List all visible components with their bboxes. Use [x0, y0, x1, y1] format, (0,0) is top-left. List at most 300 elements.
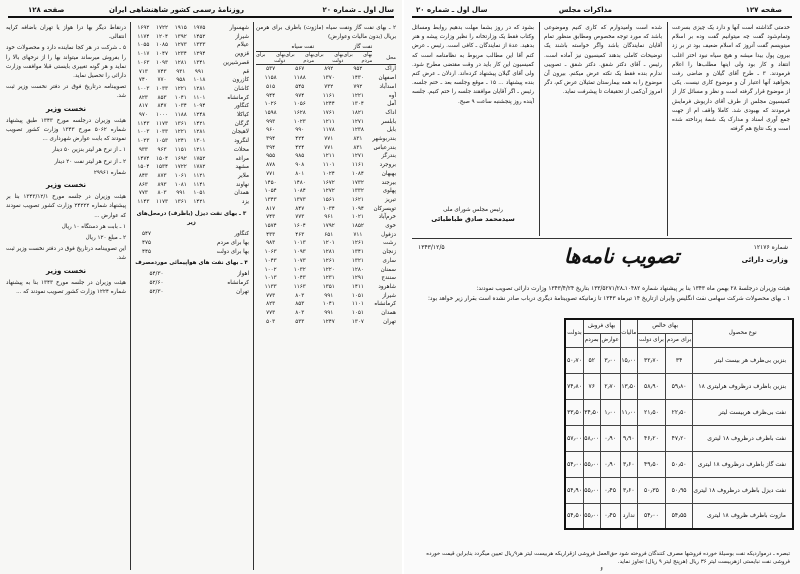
cell-value: ۵۷٫۰۰	[565, 425, 583, 451]
cell-value: ۱۷۵۲	[193, 155, 206, 162]
cell-value: ۷۴۰	[138, 77, 148, 84]
table-row	[134, 111, 249, 120]
cell-value: ۹۹۱	[176, 190, 186, 197]
cell-value: ۹۹۳	[266, 118, 276, 125]
cell-value: ۹۶۱	[324, 214, 334, 221]
table-row	[256, 283, 396, 292]
cell-value: ۵۴۵	[295, 83, 305, 90]
table-row	[256, 187, 396, 196]
cell-value: ۸۵۳	[295, 301, 305, 308]
row-label: کرمانشاه	[374, 301, 396, 308]
cell-value: ۹٫۹۰	[620, 425, 637, 451]
paragraph: بشود که در روز بشما مهلت بدهیم روابط ومسائل وکتاب فقط یک وزارتخانه را نظیر وزارت پیشه و هنر بدهید. عدهٔ از نمایندگان ـ کافی است. رئیس ـ عرض کنم آقا این مطالب مربوط به نظامنامه است که کمیسیون این کار باید در وقت مقتضی مطرح شود. ولی آقای گیلان پیشنهاد کرده‌اند. اردلان ـ عرض کنم بنده پیشنهاد ... ۱۵ ـ موقع وجلسه بعد ـ ختم جلسه. رئیس ـ اگر آقایان موافقند جلسه را ختم کنیم. جلسه آینده روز پنجشنبه ساعت ۹ صبح.	[412, 25, 534, 105]
cell-value: ۸۹۳	[157, 181, 167, 188]
cell-value: ۱۰۳۴	[322, 205, 335, 212]
cell-value: ۹۹۱	[324, 292, 334, 299]
row-label: زنجان	[382, 249, 396, 256]
row-label: بابل	[386, 127, 396, 134]
cell-value: ۱۲۶۱	[351, 240, 364, 247]
cell-value: ۱۱۵۱	[174, 146, 187, 153]
cell-value: ۱۱۵۸	[264, 75, 277, 82]
cell-value: ۱۴۱۱	[351, 283, 364, 290]
row-label: گرگان	[234, 120, 249, 127]
col-header: بهای برای مردم	[343, 52, 373, 65]
table-row	[256, 126, 396, 135]
cell-value: ۱۰۳۴	[174, 103, 187, 110]
paragraph: ۵ ـ شرکت در هر کجا نماینده دارد و محصولات خود را بفروش میرساند میتواند بها را از نرخهای بالا را نماید و هر گونه تغییری بایستی قبلا موافقت وزارت دارائی را تحصیل نماید.	[6, 45, 126, 80]
diesel-table	[134, 230, 249, 256]
table-row	[256, 292, 396, 301]
cell-value: ۱۰۱۳	[264, 275, 277, 282]
row-label: ساری	[382, 257, 396, 264]
row-label: یزد	[241, 199, 249, 206]
cell-value: ۵۴٫۰۰	[637, 503, 665, 529]
row-label: لاهیجان	[231, 129, 249, 136]
cell-value: ۱۲۳۸	[351, 127, 364, 134]
cell-value: ۵۵٫۰۰	[583, 451, 600, 477]
cell-value: ۸۴۷	[295, 205, 305, 212]
cell-value: ۱٫۰۰	[600, 399, 620, 425]
row-label: شیراز	[235, 33, 249, 40]
cell-value: ۲۲٫۵۰	[665, 399, 693, 425]
approvals-title: تصویب نامه‌ها	[564, 244, 680, 268]
cell-value: ۵۹٫۸۰	[665, 373, 693, 399]
cell-value: ۱۰۴۱	[322, 301, 335, 308]
row-label: اصفهان	[378, 75, 396, 82]
cell-value: ۱۲۴۱	[174, 138, 187, 145]
cell-value: ۱۰۳۳	[156, 85, 169, 92]
col-to-people: بمردم	[583, 333, 600, 347]
cell-value: ۱۳۲۱	[351, 257, 364, 264]
cell-value: ۱۱۷۳	[156, 120, 169, 127]
cell-value: ۱۰۱۳	[293, 240, 306, 247]
cell-value: ۱۲۸۱	[174, 59, 187, 66]
cell-value: ۱۲۴۷	[322, 318, 335, 325]
col-header: بهای برای دولت	[314, 52, 344, 65]
cell-value: ۵۱۵	[266, 83, 276, 90]
cell-value: ۱۱۴۱	[193, 181, 206, 188]
cell-value: ۱۳۰۴	[351, 101, 364, 108]
row-label: قزوین	[234, 51, 249, 58]
col-net-price: بهای خالص	[637, 319, 692, 333]
cell-value: ۴۶۳	[295, 231, 305, 238]
col-net-gov: برای دولت	[637, 333, 665, 347]
row-label: بیرجند	[381, 179, 396, 186]
cell-value: ۱۲۹۴	[193, 51, 206, 58]
row-label: اداک	[385, 109, 396, 116]
row-label: کاشان	[234, 85, 249, 92]
cell-value: ۷۱۳	[138, 68, 148, 75]
cell-value: ۱۵۹۸	[264, 109, 277, 116]
cell-value: ۱۷۲۲	[156, 25, 169, 31]
row-label: خوی	[385, 223, 396, 230]
cell-value: ۱۰۲۴	[322, 170, 335, 177]
cell-value: ۱۷۳۲	[351, 179, 364, 186]
cell-value: ۸۷۳	[157, 172, 167, 179]
cell-value: ۳٫۶۰	[620, 477, 637, 503]
cell-value: ۱۵۶۱	[322, 196, 335, 203]
cell-value: ۱۷۹۲	[322, 223, 335, 230]
document-date: ۱۳۴۳/۱۲/۵	[418, 244, 445, 251]
row-label: بها برای دولت	[216, 248, 249, 255]
city-list-column	[134, 24, 249, 570]
row-label: بنزین بی‌ظرف هر بیست لیتر	[693, 347, 793, 373]
cell-value: ۱۲۷۲	[322, 188, 335, 195]
signature: نخست وزیر	[45, 181, 86, 190]
cell-value: ۵۶۷	[295, 66, 305, 73]
table-row	[134, 85, 249, 94]
table-row	[256, 109, 396, 118]
cell-value: ۴۷٫۲۰	[665, 425, 693, 451]
cell-value: ۹۴۴	[266, 92, 276, 99]
cell-value: ۱۱۰۱	[351, 301, 364, 308]
cell-value: ۳۹۴	[266, 136, 276, 143]
cell-value: ۵۴٫۵۵	[665, 503, 693, 529]
cell-value: ۱۵۰۴	[156, 155, 169, 162]
row-label: سنندج	[381, 275, 396, 282]
signature-name: سیدمحمد صادق طباطبائی	[431, 215, 515, 224]
cell-value: ۱۰۵۵	[137, 42, 150, 49]
cell-value: ۱۰۹۴	[193, 103, 206, 110]
approvals-header	[414, 242, 792, 278]
cell-value: ۱۰۳۳	[156, 129, 169, 136]
cell-value: ندارد	[620, 503, 637, 529]
cell-value: ۱۰۲۶	[264, 101, 277, 108]
cell-value: ۱۳۳۳	[193, 42, 206, 49]
cell-value: ۱۱۴۳	[137, 120, 150, 127]
col-sale-price: بهای فروش	[583, 319, 620, 333]
paragraph: هیئت وزیران در جلسه مورخ ۱۳۴۳ بنا به پیشنهاد شماره ۱۲۲۴ وزارت کشور تصویب نمودند که ...	[6, 279, 126, 296]
cell-value: ۹۰۸	[295, 162, 305, 169]
cell-value: ۹۶۰	[266, 127, 276, 134]
cell-value: ۱۲۷۱	[351, 153, 364, 160]
cell-value: ۱۰۵۶	[293, 101, 306, 108]
cell-value: ۴۲۴	[295, 136, 305, 143]
cell-value: ۱۰۴۳	[264, 257, 277, 264]
cell-value: ۳۹۴	[266, 144, 276, 151]
cell-value: ۲٫۷۰	[600, 373, 620, 399]
cell-value: ۹۸۵	[295, 153, 305, 160]
cell-value: ۹۷۴	[295, 92, 305, 99]
cell-value: ۹۶۳	[157, 146, 167, 153]
paragraph: ۱ ـ از نرخ هر لیتر بنزین ۵۰ دینار	[52, 147, 126, 154]
cell-value: ۱۱۶۳	[293, 283, 306, 290]
paragraph: درنقاط دیگر بها درا هواز یا تهران باضافه کرایه انتقالی.	[6, 25, 126, 41]
cell-value: ۹۳۳	[138, 146, 148, 153]
cell-value: ۱۹۷۵	[193, 25, 206, 31]
table-row	[256, 318, 396, 327]
row-label: همدان	[381, 310, 396, 317]
row-label: ملایر	[238, 172, 249, 179]
table-row	[256, 213, 396, 222]
aviation-heading: ۴ ـ بهای نفت های هواپیمائی موردمصرف	[135, 260, 248, 267]
table-row	[134, 76, 249, 85]
paragraph: ۱ ـ بابت هر دستگاه ۱۰ ریال	[61, 223, 126, 230]
cell-value: ۱۰۴۱	[174, 94, 187, 101]
section-heading: ۲ ـ بهای نفت گاز ونفت سیاه (مازوت) باظرف برای هرمن بریال (بدون مالیات وعوارض)	[256, 25, 396, 41]
row-label: عیلام	[237, 42, 249, 49]
page-number: ۶	[600, 566, 604, 573]
cell-value: ۱۰۱۸	[193, 77, 206, 84]
table-row	[134, 24, 249, 33]
signature: نخست وزیر	[45, 266, 86, 275]
paragraph: شده است وامیدوارم که کاری کنیم وموضوعی باشد که مورد توجه مخصوص ومطابق منظور تمام آقایان نمایندگان باشد واگر خواسته باشند یک توضیحات کاملی بدهند کمیسیون نیز آماده است. رئیس ـ آقای دکتر شفق. دکتر شفق ـ تصویبی ندارم بنده فقط یک نکته عرض میکنم. بیرون آن موضوع را به همه بیمارستان تمثیلان عرض کم، دگر امروز آن‌کمی از تحقیقات تا پیشرفت نماید.	[544, 25, 662, 96]
cell-value: ۱۲۸۰	[351, 266, 364, 273]
cell-value: ۱۲۲۰	[322, 266, 335, 273]
cell-value: ۸۹۲	[324, 66, 334, 73]
cell-value: ۱۰۰۲	[264, 266, 277, 273]
cell-value: ۵۴٫۵۰	[565, 503, 583, 529]
signature: نخست وزیر	[45, 104, 86, 113]
cell-value: ۸۶۳	[138, 181, 148, 188]
cell-value: ۱۸۵۲	[351, 223, 364, 230]
row-label: تهران	[383, 318, 396, 325]
cell-value: ۱۷۲۲	[174, 164, 187, 171]
cell-value: ۱۲۲۱	[351, 92, 364, 99]
cell-value: ۱۳۵۱	[322, 283, 335, 290]
cell-value: ۱۴۳۰	[351, 75, 364, 82]
cell-value: ۵۰٫۹۵	[665, 477, 693, 503]
cell-value: ۰٫۹۰	[600, 425, 620, 451]
cell-value: ۱۳۰۱	[193, 138, 206, 145]
cell-value: ۱۲۳۱	[322, 275, 335, 282]
cell-value: ۱۲۸۱	[193, 85, 206, 92]
table-row	[134, 288, 249, 297]
row-label: پهلوی	[382, 188, 396, 195]
col-to-gov: بدولت	[565, 319, 583, 347]
row-label: کرمانشاه	[227, 94, 249, 101]
table-row	[134, 68, 249, 77]
cell-value: ۱۶۷۲	[322, 179, 335, 186]
row-label: بندرگز	[381, 153, 396, 160]
table-row	[256, 74, 396, 83]
table-row	[565, 451, 793, 477]
cell-value: ۱۴۵۲	[193, 33, 206, 40]
cell-value: ۸۳۱	[353, 136, 363, 143]
row-label: لنگرود	[234, 138, 249, 145]
cell-value: ۰٫۴۵	[600, 503, 620, 529]
table-row	[256, 161, 396, 170]
cell-value: ۸۵۳	[157, 94, 167, 101]
cell-value: ۹۹۰	[295, 127, 305, 134]
row-label: قم	[242, 68, 249, 75]
cell-value: ۵۰٫۳۵	[637, 477, 665, 503]
cell-value: ۱۳۰۷	[351, 318, 364, 325]
page-label: صفحه ۱۲۸	[28, 6, 65, 14]
footnote: تبصره ـ درمواردیکه نفت بوسیلهٔ خورده فروشها مصرف کنندگان فروخته شود حق‌العمل فروشی ازقراریکه هربیست لیتر هر۹ریال تعیین میگردد بنابراین قیمت خورده فروشی نفت نبایستی ازهربیست لیتر ۳۶ ریال (هرپنج لیتر ۹ ریال) تجاوز نماید.	[426, 551, 790, 565]
table-row	[134, 163, 249, 172]
row-label: نهاوند	[235, 181, 249, 188]
cell-value: ۱۰۹۴	[351, 205, 364, 212]
row-label: بابلسر	[381, 118, 396, 125]
row-label: نفت باظرف درظروف ۱۸ لیتری	[693, 425, 793, 451]
page-label: صفحه ۱۲۷	[745, 6, 782, 14]
cell-value: ۱۳۴۳	[264, 196, 277, 203]
cell-value: ۱۶۹۲	[137, 25, 150, 31]
cell-value: ۱۱۶۱	[322, 92, 335, 99]
city-price-table	[256, 44, 396, 326]
cell-value: ۱۰۰۳	[137, 129, 150, 136]
cell-value: ۱۳۹۲	[174, 33, 187, 40]
table-row	[134, 279, 249, 288]
group-header-spacer	[372, 44, 396, 52]
cell-value: ۱۳۳۲	[351, 188, 364, 195]
cell-value: ۸۰۱	[295, 170, 305, 177]
cell-value: ۵۲/۳۰	[149, 288, 164, 295]
row-label: رشت	[383, 240, 396, 247]
cell-value: ۸۰۳	[157, 190, 167, 197]
cell-value: ۱۶۲۸	[293, 109, 306, 116]
cell-value: ۱۲۷۳	[174, 42, 187, 49]
cell-value: ۱۲۶۱	[322, 257, 335, 264]
row-label: نفت دیزل باظرف درظروف ۱۸ لیتری	[693, 477, 793, 503]
cell-value: ۱۰۲۱	[351, 214, 364, 221]
table-row	[256, 152, 396, 161]
cell-value: ۱۲۲۱	[174, 129, 187, 136]
table-row	[134, 50, 249, 59]
cell-value: ۹۸۳	[266, 240, 276, 247]
row-label: کازرون	[232, 77, 249, 84]
row-label: بندربوشهر	[372, 136, 396, 143]
cell-value: ۱۴۲۱	[193, 199, 206, 206]
intro-text: هیئت وزیران درجلسهٔ ۲۸ بهمن ماه ۱۳۴۳ بنا بر پیشنهاد شماره ۱۰۴۸۲ـ۱۳۳/۵۲۷۱/۲۸ بتاریخ ۱۳۴۳/۴/۲۴ وزارت دارائی تصویب نمودند:	[476, 286, 790, 292]
city-price-table-2	[134, 24, 249, 207]
col-header: بهای برای دولت	[256, 52, 286, 65]
paragraph: این تصویبنامه درتاریخ فوق در دفتر نخست وزیر ثبت شد.	[6, 246, 126, 262]
cell-value: ۱۰۳۲	[293, 266, 306, 273]
paper-title: روزنامهٔ رسمی کشور شاهنشاهی ایران	[109, 6, 244, 14]
row-label: محلات	[233, 146, 249, 153]
cell-value: ۵۸٫۰۰	[583, 425, 600, 451]
row-label: نفت بی‌ظرف هربیست لیتر	[693, 399, 793, 425]
cell-value: ۲۱٫۵۰	[637, 399, 665, 425]
cell-value: ۷۷۳	[295, 214, 305, 221]
table-row	[565, 477, 793, 503]
cell-value: ۱۵۳۴	[156, 164, 169, 171]
table-row	[565, 503, 793, 529]
paragraph: هیئت وزیران درجلسه مورخ ۱۳۴۳ طبق پیشنهاد شماره ۵۰۶۲ مورخ ۱۳۴۳ وزارت کشور تصویب نمودند که بابت عوارض شهرداری ...	[6, 117, 126, 143]
cell-value: ۵۰٫۷۰	[565, 347, 583, 373]
row-label: کیاکلا	[236, 112, 249, 119]
paragraph: هیئت وزیران در جلسه مورخ ۱۳۴۳/۱۲/۱ بنا بر پیشنهاد شماره ۲۴۲۲۲ وزارت کشور تصویب نمودند که عوارض ...	[6, 194, 126, 219]
cell-value: ۱۰۸۴	[351, 170, 364, 177]
table-row	[256, 274, 396, 283]
cell-value: ۹۵۸	[176, 77, 186, 84]
table-row	[134, 59, 249, 68]
diesel-heading: ۳ ـ بهای نفت دیزل (باظرف) درمحل‌های زیر	[136, 210, 247, 226]
cell-value: ۱۲۹۱	[351, 275, 364, 282]
table-row	[134, 189, 249, 198]
cell-value: ۱۰۹۳	[156, 59, 169, 66]
cell-value: ۴۶٫۲۰	[637, 425, 665, 451]
table-row	[134, 94, 249, 103]
table-row	[134, 146, 249, 155]
cell-value: ۱۱۳۳	[264, 283, 277, 290]
table-row	[256, 300, 396, 309]
cell-value: ۱۱۲۱	[193, 172, 206, 179]
cell-value: ۷۳۲	[324, 83, 334, 90]
row-label: تهران	[236, 288, 249, 295]
document-number: شماره ۱۲۱۷۶	[753, 244, 788, 251]
cell-value: ۱۳۶۱	[174, 199, 187, 206]
cell-value: ۱۳٫۵۰	[620, 373, 637, 399]
cell-value: ۹۹۱	[324, 310, 334, 317]
col-header: محل	[372, 52, 396, 65]
cell-value: ۱۱۸۸	[293, 75, 306, 82]
cell-value: ۷۷۱	[266, 170, 276, 177]
cell-value: ۵۰۳	[266, 318, 276, 325]
cell-value: ۹۹۱	[194, 68, 204, 75]
table-row	[134, 33, 249, 42]
cell-value: ۱۱۶۱	[351, 162, 364, 169]
cell-value: ۱۰۰۳	[137, 85, 150, 92]
cell-value: ۵۰٫۵۰	[665, 451, 693, 477]
cell-value: ۱۴۷۴	[137, 155, 150, 162]
cell-value: ۰٫۴۵	[600, 477, 620, 503]
cell-value: ۴۲۴	[295, 144, 305, 151]
cell-value: ۱۰۶۱	[174, 172, 187, 179]
cell-value: ۱۱۷۸	[322, 127, 335, 134]
cell-value: ۱۱۷۴	[137, 33, 150, 40]
cell-value: ۱۰۵۱	[193, 190, 206, 197]
cell-value: ۱۰۵۴	[264, 188, 277, 195]
debate-column-1	[672, 24, 790, 236]
table-row	[134, 270, 249, 279]
table-row	[565, 425, 793, 451]
cell-value: ۱۱۰۱	[193, 94, 206, 101]
table-row	[256, 118, 396, 127]
cell-value: ۱۲۰۴	[156, 33, 169, 40]
row-label: سمنان	[380, 266, 396, 273]
row-label: بنزین باظرف درظروف هرلیتری ۱۸	[693, 373, 793, 399]
cell-value: ۱۰۵۱	[351, 292, 364, 299]
cell-value: ۳۳٫۵۰	[565, 399, 583, 425]
cell-value: ۱۳۶۱	[174, 120, 187, 127]
cell-value: ۱۰۸۴	[293, 188, 306, 195]
cell-value: ۶۵۱	[324, 231, 334, 238]
cell-value: ۱۱۷۳	[156, 199, 169, 206]
cell-value: ۷۷۳	[266, 292, 276, 299]
group-header-fuel-oil: نفت سیاه	[256, 44, 314, 52]
row-label: کنگاور	[234, 231, 249, 238]
row-label: مراغه	[235, 155, 249, 162]
cell-value: ۱۰۶۳	[137, 59, 150, 66]
right-page-header	[412, 4, 792, 18]
group-header-gas-oil: نفت گاز	[314, 44, 372, 52]
table-row	[565, 373, 793, 399]
cell-value: ۸۴۳	[138, 172, 148, 179]
table-row	[256, 257, 396, 266]
fuel-price-table	[564, 318, 794, 530]
cell-value: ۸۲۳	[138, 94, 148, 101]
table-row	[134, 155, 249, 164]
table-row	[134, 41, 249, 50]
cell-value: ۷۶	[583, 373, 600, 399]
cell-value: ۸۷۸	[266, 162, 276, 169]
row-label: شاهرود	[378, 283, 396, 290]
cell-value: ۵۴٫۹۰	[565, 477, 583, 503]
paragraph: ۲ ـ از نرخ هر لیتر نفت ۲۰ دینار	[54, 158, 126, 165]
table-row	[134, 248, 249, 257]
issue-label: سال اول ـ شماره ۲۰	[322, 6, 394, 14]
table-row	[134, 120, 249, 129]
cell-value: ۱۲۷۱	[351, 118, 364, 125]
cell-value: ۹۵۵	[266, 153, 276, 160]
row-label: آوه	[388, 92, 396, 99]
cell-value: ۸۲۳	[266, 301, 276, 308]
row-label: تبریز	[385, 196, 396, 203]
table-row	[256, 83, 396, 92]
